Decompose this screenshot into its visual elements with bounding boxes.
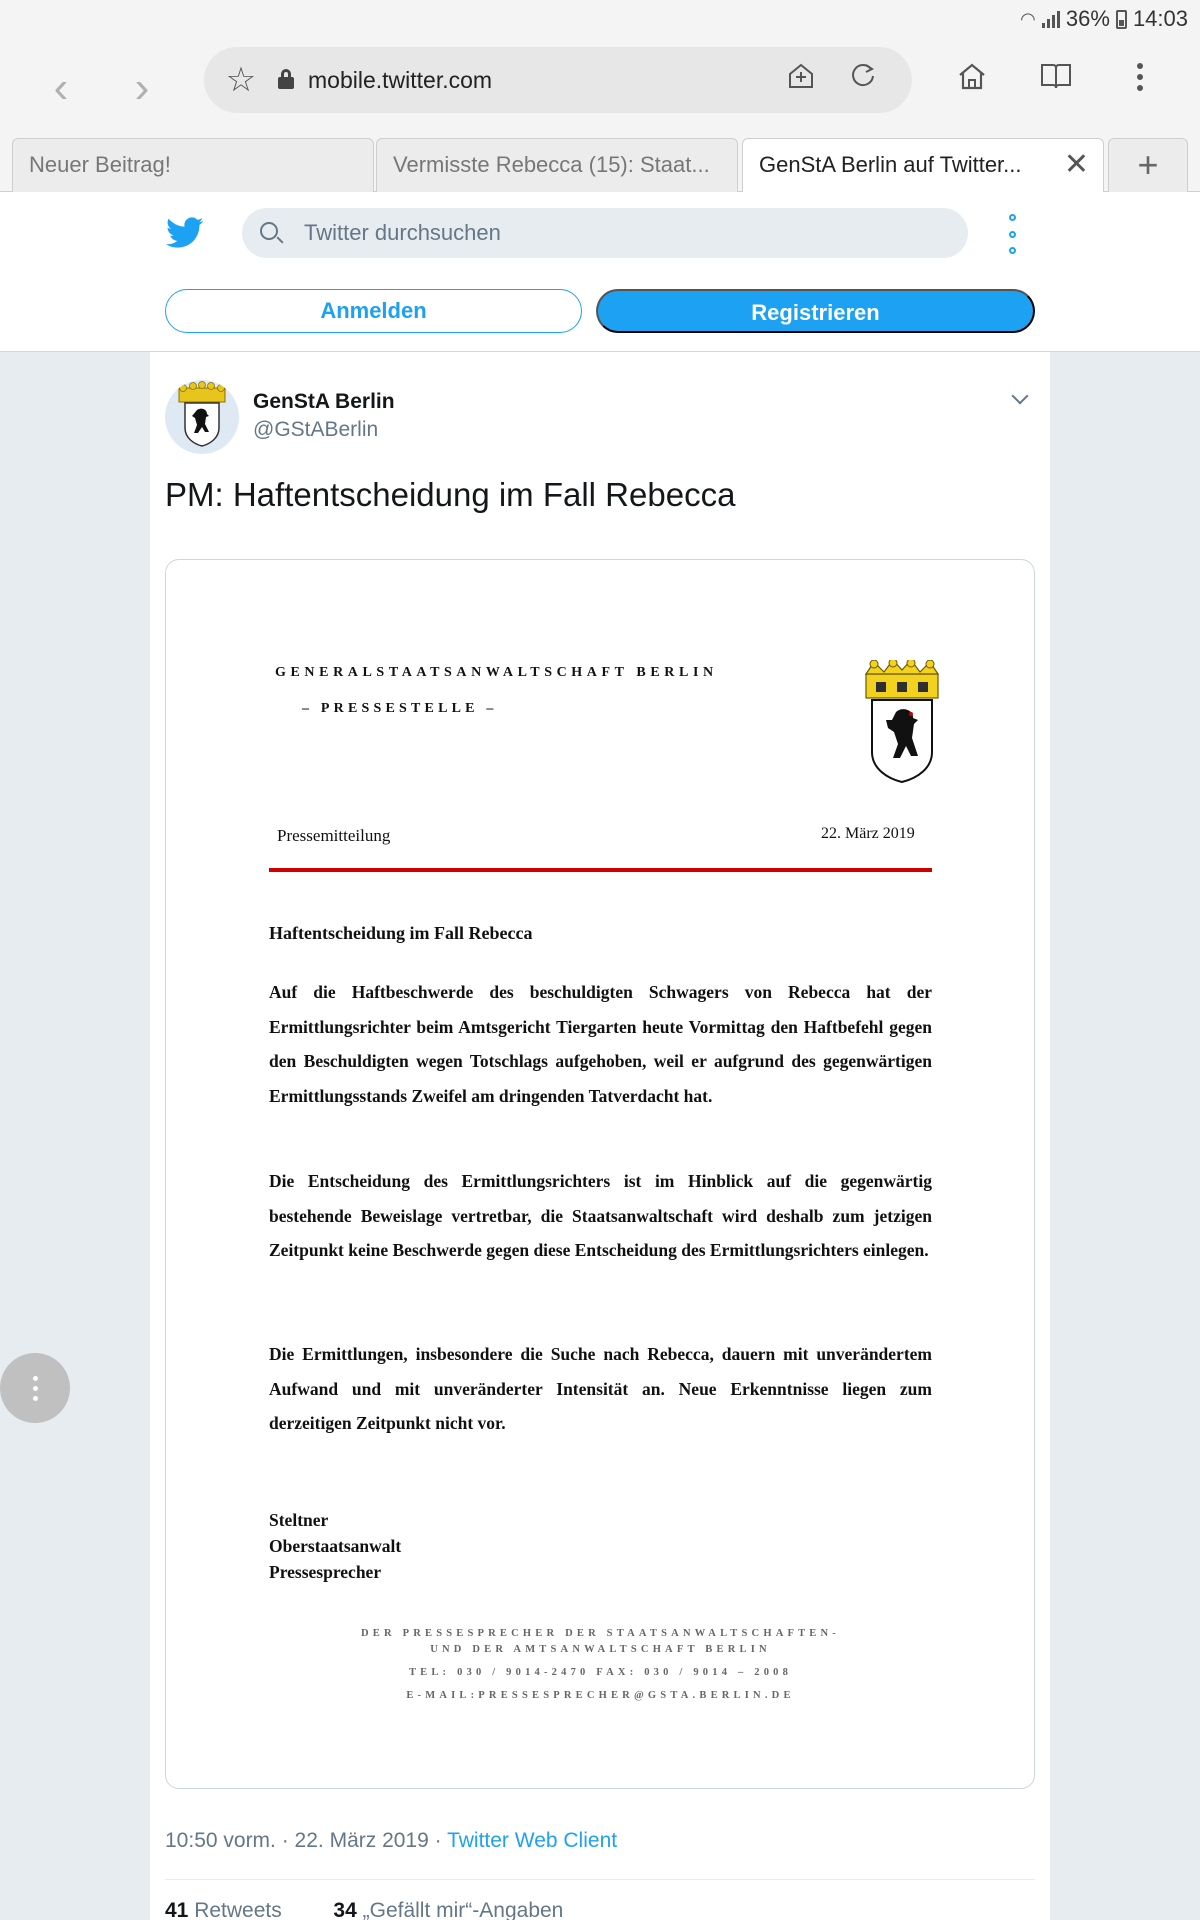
document-subject: Haftentscheidung im Fall Rebecca xyxy=(269,923,533,943)
tweet-timestamp[interactable]: 10:50 vorm. · 22. März 2019 · xyxy=(165,1829,448,1852)
author-handle[interactable]: @GStABerlin xyxy=(253,418,379,441)
tab-title: Vermisste Rebecca (15): Staat... xyxy=(393,152,710,177)
search-icon xyxy=(260,222,278,240)
divider xyxy=(165,1879,1035,1880)
document-paragraph: Die Ermittlungen, insbesondere die Suche nach Rebecca, dauern mit unverändertem Aufwand und mit unveränderter Intensität an. Neue Erkenntnisse liegen zum derzeitigen Zeitpunkt nicht vor. xyxy=(269,1344,932,1433)
tab-title: Neuer Beitrag! xyxy=(29,152,171,177)
twitter-header xyxy=(0,192,1200,352)
likes-count: 34 xyxy=(333,1899,357,1920)
retweets-count: 41 xyxy=(165,1899,189,1920)
document-date: 22. März 2019 xyxy=(821,825,915,842)
menu-icon[interactable] xyxy=(1118,59,1162,103)
document-signature xyxy=(269,1507,401,1585)
back-icon[interactable]: ‹ xyxy=(53,63,69,112)
footer-line: UND DER AMTSANWALTSCHAFT BERLIN xyxy=(430,1644,771,1655)
tweet-text: PM: Haftentscheidung im Fall Rebecca xyxy=(165,476,736,513)
twitter-bird-icon[interactable] xyxy=(166,216,204,250)
tweet-card xyxy=(150,352,1050,1920)
footer-line: E-MAIL:PRESSESPRECHER@GSTA.BERLIN.DE xyxy=(406,1690,795,1701)
tweet-meta xyxy=(165,1829,617,1853)
document-paragraph: Auf die Haftbeschwerde des beschuldigten Schwagers von Rebecca hat der Ermittlungsrichter beim Amtsgericht Tiergarten heute Vormittag den Haftbefehl gegen den Beschuldigten wegen Totschlags aufgehoben, weil er aufgrund des gegenwärtigen Ermittlungsstands Zweifel am dringenden Tatverdacht hat. xyxy=(269,982,932,1106)
reload-icon[interactable] xyxy=(844,61,882,99)
home-icon[interactable] xyxy=(950,59,994,103)
url-text[interactable]: mobile.twitter.com xyxy=(308,67,493,93)
tab-strip xyxy=(0,138,1200,192)
tweet-stats xyxy=(165,1899,563,1920)
close-icon[interactable]: ✕ xyxy=(1063,148,1089,181)
document-type: Pressemitteilung xyxy=(277,826,391,845)
signal-icon xyxy=(1042,10,1060,28)
footer-line: TEL: 030 / 9014-2470 FAX: 030 / 9014 – 2008 xyxy=(408,1667,793,1678)
search-field[interactable] xyxy=(242,208,968,258)
likes-label: „Gefällt mir“-Angaben xyxy=(356,1899,564,1920)
status-bar xyxy=(0,0,1200,38)
search-input[interactable] xyxy=(304,208,944,258)
tweet-image[interactable] xyxy=(165,559,1035,1789)
more-options-icon[interactable] xyxy=(1002,214,1022,254)
bookmarks-icon[interactable] xyxy=(1034,59,1078,103)
login-button[interactable]: Anmelden xyxy=(165,289,582,333)
likes-stat[interactable] xyxy=(333,1899,563,1920)
browser-toolbar xyxy=(0,38,1200,138)
signature-name: Steltner xyxy=(269,1510,329,1530)
tab-neuer-beitrag[interactable] xyxy=(12,138,374,192)
berlin-coat-of-arms xyxy=(862,660,942,784)
bookmark-star-icon[interactable]: ☆ xyxy=(225,61,257,99)
document-department: – PRESSESTELLE – xyxy=(302,701,498,716)
lock-icon xyxy=(278,69,294,89)
retweets-label: Retweets xyxy=(188,1899,282,1920)
document-footer xyxy=(269,1626,932,1704)
avatar[interactable] xyxy=(165,380,239,454)
battery-percent: 36% xyxy=(1065,6,1110,31)
battery-icon xyxy=(1116,10,1127,29)
signature-role: Pressesprecher xyxy=(269,1562,382,1582)
document-paragraph: Die Entscheidung des Ermittlungsrichters ist im Hinblick auf die gegenwärtig bestehende Beweislage vertretbar, die Staatsanwaltschaft wird deshalb zum jetzigen Zeitpunkt keine Beschwerde gegen diese Entscheidung des Ermittlungsrichters einlegen. xyxy=(269,1171,932,1260)
document-organization: GENERALSTAATSANWALTSCHAFT BERLIN xyxy=(275,665,718,680)
clock: 14:03 xyxy=(1132,6,1188,31)
new-tab-icon[interactable]: + xyxy=(1108,138,1188,192)
signup-button[interactable]: Registrieren xyxy=(596,289,1035,333)
add-to-home-icon[interactable] xyxy=(782,61,820,99)
chevron-down-icon[interactable] xyxy=(1012,390,1028,406)
signature-title: Oberstaatsanwalt xyxy=(269,1536,402,1556)
author-name[interactable]: GenStA Berlin xyxy=(253,390,395,413)
wifi-icon: ◠ xyxy=(1020,8,1036,29)
tab-genstav-berlin[interactable] xyxy=(742,138,1104,193)
red-divider xyxy=(269,868,932,872)
tweet-client-link[interactable]: Twitter Web Client xyxy=(447,1829,618,1852)
press-release-document xyxy=(166,560,1035,1789)
tab-vermisste-rebecca[interactable] xyxy=(376,138,738,192)
address-bar[interactable] xyxy=(204,47,912,113)
tab-title: GenStA Berlin auf Twitter... xyxy=(759,152,1022,177)
footer-line: DER PRESSESPRECHER DER STAATSANWALTSCHAFTEN- xyxy=(361,1628,840,1639)
forward-icon[interactable]: › xyxy=(134,63,150,112)
retweets-stat[interactable] xyxy=(165,1899,282,1920)
floating-menu-button[interactable] xyxy=(0,1353,70,1423)
